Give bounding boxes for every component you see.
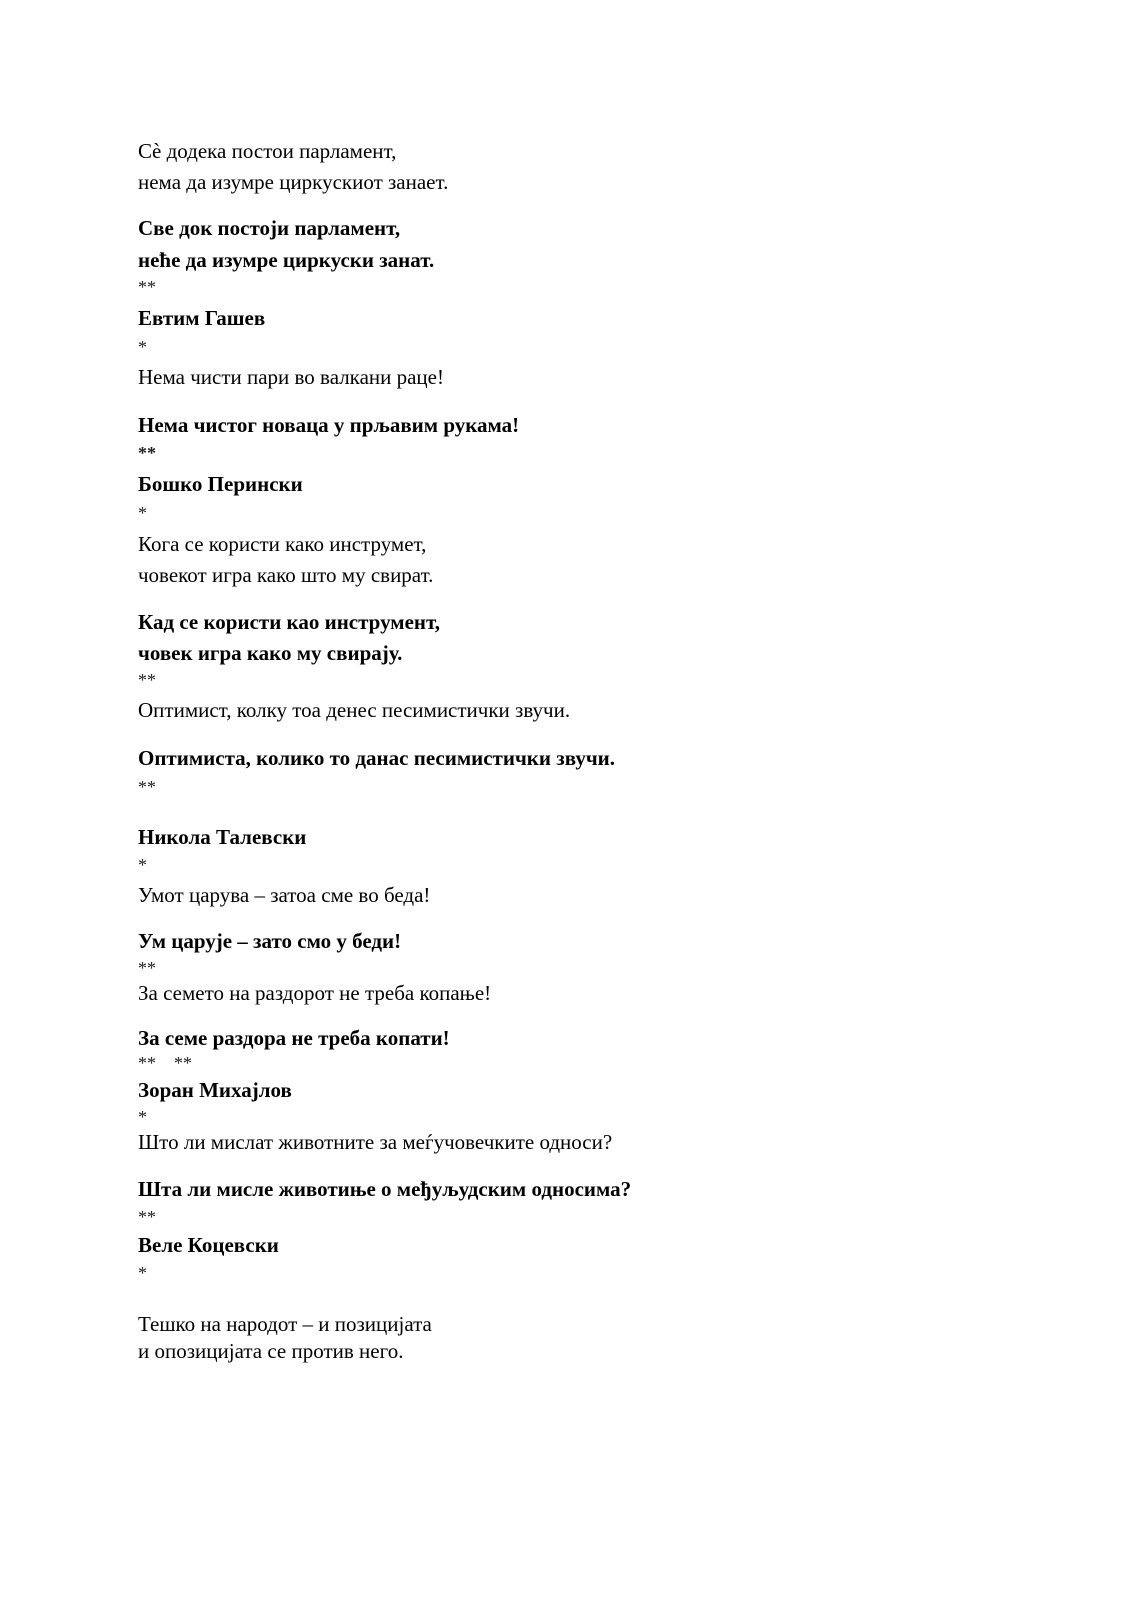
line-sr-1: Кад се користи као инструмент, <box>138 610 441 634</box>
separator-double: ** <box>138 777 156 797</box>
line-mk-2: човекот игра како што му свират. <box>138 563 434 587</box>
separator-double: ** <box>138 277 156 297</box>
line-sr: Оптимиста, колико то данас песимистички звучи. <box>138 746 616 770</box>
line-mk: Оптимист, колку тоа денес песимистички звучи. <box>138 698 571 722</box>
separator-single: * <box>138 1263 147 1283</box>
line-mk-1: Тешко на народот – и позицијата <box>138 1312 432 1336</box>
line-sr: Шта ли мисле животиње о међуљудским односима? <box>138 1177 632 1201</box>
line-sr-2: човек игра како му свирају. <box>138 641 403 665</box>
line-mk: Умот царува – затоа сме во беда! <box>138 883 431 907</box>
separator-single: * <box>138 855 147 875</box>
line-sr-1: Све док постоји парламент, <box>138 216 401 240</box>
separator-double: ** <box>138 670 156 690</box>
author-name: Никола Талевски <box>138 825 307 849</box>
author-name: Евтим Гашев <box>138 306 266 330</box>
line-mk: Нема чисти пари во валкани раце! <box>138 365 444 389</box>
line-sr: Ум царује – зато смо у беди! <box>138 929 402 953</box>
separator-double-pair: ** ** <box>138 1053 192 1073</box>
author-name: Бошко Перински <box>138 472 303 496</box>
line-mk: Што ли мислат животните за меѓучовечките односи? <box>138 1130 613 1154</box>
separator-single: * <box>138 337 147 357</box>
line-mk: За семето на раздорот не треба копање! <box>138 981 492 1005</box>
separator-double: ** <box>138 1207 156 1227</box>
line-mk-1: Кога се користи како инструмет, <box>138 532 427 556</box>
line-mk-2: и опозицијата се против него. <box>138 1339 404 1363</box>
line-sr: За семе раздора не треба копати! <box>138 1026 450 1050</box>
author-name: Веле Коцевски <box>138 1233 279 1257</box>
separator-single: * <box>138 1107 147 1127</box>
line-mk-2: нема да изумре циркускиот занает. <box>138 170 449 194</box>
author-name: Зоран Михајлов <box>138 1078 292 1102</box>
line-mk-1: Сѐ додека постои парламент, <box>138 139 397 163</box>
separator-double: ** <box>138 443 156 463</box>
separator-single: * <box>138 503 147 523</box>
separator-double: ** <box>138 958 156 978</box>
line-sr: Нема чистог новаца у прљавим рукама! <box>138 413 520 437</box>
line-sr-2: неће да изумре циркуски занат. <box>138 248 435 272</box>
